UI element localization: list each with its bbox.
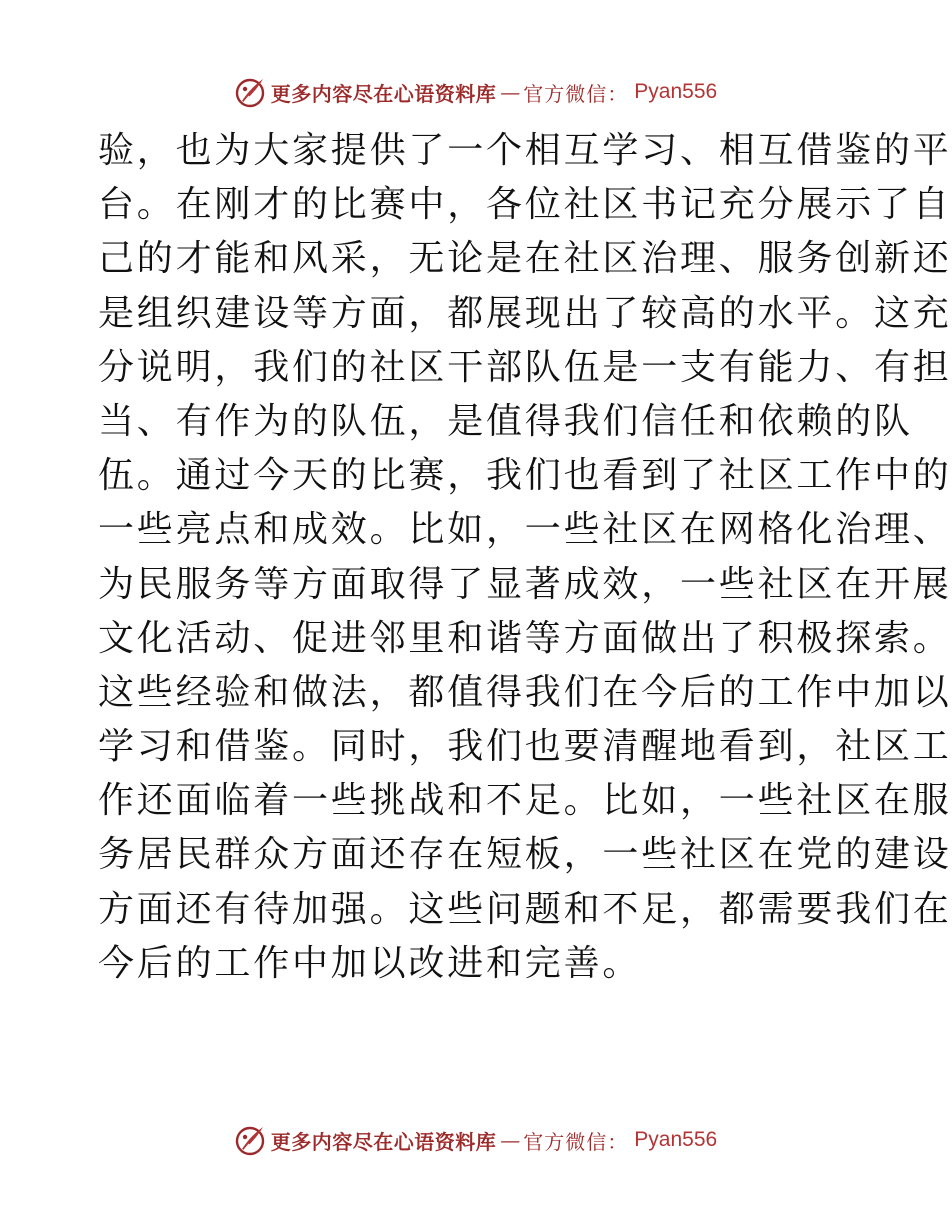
body-line: 一些亮点和成效。比如，一些社区在网格化治理、 (98, 509, 952, 551)
body-line: 台。在刚才的比赛中，各位社区书记充分展示了自 (98, 184, 952, 226)
quill-pen-logo-icon (233, 1123, 267, 1157)
body-line: 伍。通过今天的比赛，我们也看到了社区工作中的 (98, 455, 952, 497)
header-site-text: 更多内容尽在心语资料库 (270, 81, 497, 106)
footer-banner-inner (233, 1123, 717, 1157)
header-wechat-label: 官方微信： (523, 81, 629, 106)
body-line: 己的才能和风采，无论是在社区治理、服务创新还 (98, 238, 952, 280)
body-line: 务居民群众方面还存在短板，一些社区在党的建设 (98, 834, 952, 876)
body-line: 今后的工作中加以改进和完善。 (98, 942, 642, 984)
footer-separator: — (500, 1128, 520, 1152)
body-line: 当、有作为的队伍，是值得我们信任和依赖的队 (98, 400, 913, 442)
body-line: 分说明，我们的社区干部队伍是一支有能力、有担 (98, 346, 952, 388)
header-wechat-id: Pyan556 (634, 80, 718, 103)
body-line: 作还面临着一些挑战和不足。比如，一些社区在服 (98, 780, 952, 822)
footer-wechat-label: 官方微信： (523, 1129, 629, 1154)
body-line: 是组织建设等方面，都展现出了较高的水平。这充 (98, 292, 952, 334)
body-line: 为民服务等方面取得了显著成效，一些社区在开展 (98, 563, 952, 605)
footer-wechat-id: Pyan556 (634, 1128, 718, 1151)
footer-banner (0, 1120, 950, 1160)
header-separator: — (500, 80, 520, 104)
quill-pen-logo-icon (233, 75, 267, 109)
body-line: 文化活动、促进邻里和谐等方面做出了积极探索。 (98, 617, 952, 659)
body-line: 验，也为大家提供了一个相互学习、相互借鉴的平 (98, 130, 952, 171)
header-banner-inner (233, 75, 717, 109)
body-line: 方面还有待加强。这些问题和不足，都需要我们在 (98, 888, 952, 930)
header-banner (0, 72, 950, 112)
footer-site-text: 更多内容尽在心语资料库 (270, 1129, 497, 1154)
body-line: 这些经验和做法，都值得我们在今后的工作中加以 (98, 671, 952, 713)
document-body (98, 124, 952, 991)
body-line: 学习和借鉴。同时，我们也要清醒地看到，社区工 (98, 726, 952, 768)
